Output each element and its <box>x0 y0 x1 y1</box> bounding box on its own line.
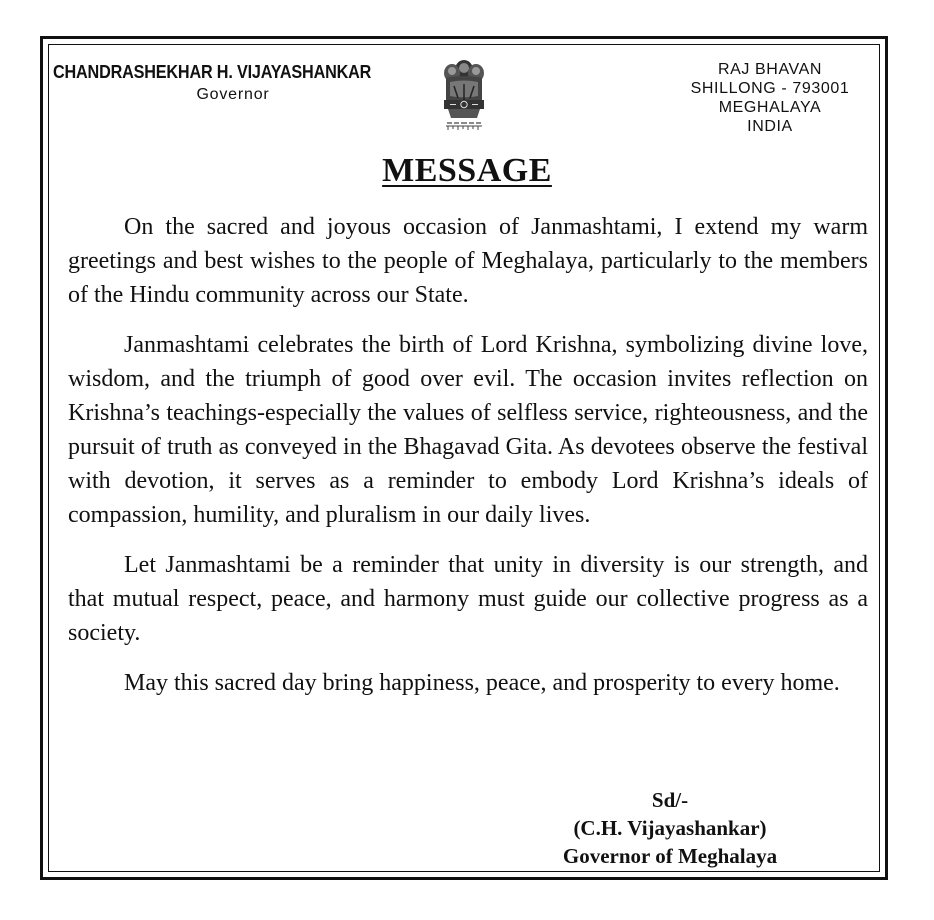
signature-name: (C.H. Vijayashankar) <box>573 816 767 840</box>
signature-designation: Governor of Meghalaya <box>562 844 778 868</box>
message-paragraph-1: On the sacred and joyous occasion of Janmashtami, I extend my warm greetings and best wishes to the people of Meghalaya, particularly to the members of the Hindu community across our State. <box>68 214 868 308</box>
address-line-2: SHILLONG - 793001 <box>690 80 850 97</box>
message-body <box>68 210 868 716</box>
message-paragraph-2: Janmashtami celebrates the birth of Lord Krishna, symbolizing divine love, wisdom, and the triumph of good over evil. The occasion invites reflection on Krishna’s teachings-especially the values of selfless service, righteousness, and the pursuit of truth as conveyed in the Bhagavad Gita. As devotees observe the festival with devotion, it serves as a reminder to embody Lord Krishna’s ideals of compassion, humility, and pluralism in our daily lives. <box>68 332 868 528</box>
address-line-4: INDIA <box>747 118 793 135</box>
sender-title: Governor <box>196 86 270 103</box>
address-line-3: MEGHALAYA <box>718 99 822 116</box>
national-emblem-icon <box>432 56 496 134</box>
sender-name: CHANDRASHEKHAR H. VIJAYASHANKAR <box>53 62 372 82</box>
national-emblem-graphic <box>432 56 496 134</box>
signature-block <box>540 786 800 870</box>
sender-block <box>53 62 413 104</box>
message-paragraph-3: Let Janmashtami be a reminder that unity in diversity is our strength, and that mutual respect, peace, and harmony must guide our collective progress as a society. <box>68 552 868 646</box>
address-line-1: RAJ BHAVAN <box>717 61 823 78</box>
signature-sd: Sd/- <box>651 788 689 812</box>
message-paragraph-4: May this sacred day bring happiness, peace, and prosperity to every home. <box>124 670 840 696</box>
address-block <box>680 60 860 136</box>
message-heading: MESSAGE <box>382 152 552 189</box>
